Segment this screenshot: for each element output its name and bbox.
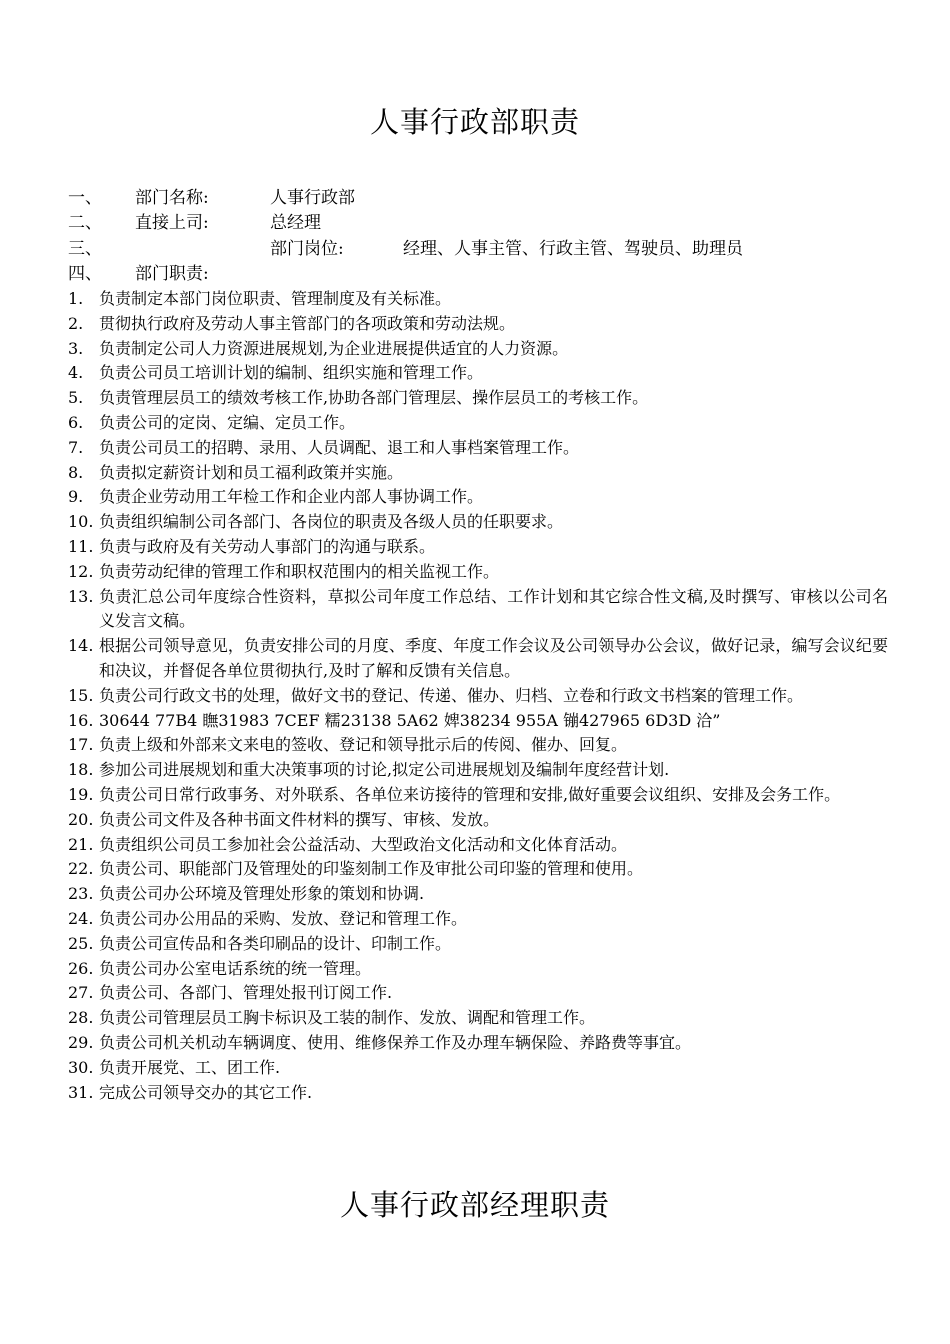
- header-row-number: 三、: [68, 239, 102, 259]
- duty-number: 26.: [68, 958, 94, 978]
- duty-item: [68, 684, 888, 709]
- header-row-value: 人事行政部: [270, 188, 355, 208]
- duty-item: [68, 535, 888, 560]
- duty-item: [68, 585, 888, 635]
- duty-number: 9.: [68, 487, 84, 507]
- duty-text: 负责公司员工培训计划的编制、组织实施和管理工作。: [99, 363, 484, 383]
- header-row-label: 部门名称:: [135, 188, 209, 208]
- duty-text: 完成公司领导交办的其它工作.: [99, 1082, 313, 1102]
- duty-text: 负责公司行政文书的处理，做好文书的登记、传递、催办、归档、立卷和行政文书档案的管理工作。: [99, 685, 804, 705]
- header-row-label: 部门岗位:: [270, 239, 344, 259]
- duty-number: 25.: [68, 933, 94, 953]
- duty-item: [68, 758, 888, 783]
- duty-number: 28.: [68, 1008, 94, 1028]
- duty-text: 负责公司日常行政事务、对外联系、各单位来访接待的管理和安排,做好重要会议组织、安排及会务工作。: [99, 784, 841, 804]
- duty-item: [68, 783, 888, 808]
- duty-number: 27.: [68, 983, 94, 1003]
- duty-text: 负责公司的定岗、定编、定员工作。: [99, 412, 356, 432]
- duty-text: 负责公司办公室电话系统的统一管理。: [99, 958, 372, 978]
- duty-item: [68, 957, 888, 982]
- duty-item: [68, 808, 888, 833]
- duties-list: [68, 287, 888, 1105]
- duty-item: [68, 560, 888, 585]
- duty-item: [68, 436, 888, 461]
- header-row-number: 二、: [68, 213, 102, 233]
- duty-item: [68, 709, 888, 734]
- duty-item: [68, 907, 888, 932]
- duty-text: 30644 77B4 瞴31983 7CEF 糯23138 5A62 婢38234 955A 镚427965 6D3D 洽”: [99, 710, 721, 730]
- duty-item: [68, 1031, 888, 1056]
- duty-number: 20.: [68, 809, 94, 829]
- duty-text: 负责组织公司员工参加社会公益活动、大型政治文化活动和文化体育活动。: [99, 834, 628, 854]
- duty-item: [68, 386, 888, 411]
- page-title: 人事行政部职责: [369, 105, 580, 139]
- header-row-value: 总经理: [270, 213, 321, 233]
- duty-text: 负责企业劳动用工年检工作和企业内部人事协调工作。: [99, 487, 484, 507]
- duty-number: 30.: [68, 1057, 94, 1077]
- duty-number: 4.: [68, 363, 84, 383]
- duty-number: 2.: [68, 313, 84, 333]
- duty-item: [68, 510, 888, 535]
- duty-number: 23.: [68, 884, 94, 904]
- duty-item: [68, 411, 888, 436]
- duty-number: 6.: [68, 412, 84, 432]
- duty-number: 3.: [68, 338, 84, 358]
- duty-text: 负责拟定薪资计划和员工福利政策并实施。: [99, 462, 404, 482]
- duty-text: 负责劳动纪律的管理工作和职权范围内的相关监视工作。: [99, 561, 500, 581]
- duty-item: [68, 461, 888, 486]
- header-row-number: 一、: [68, 188, 102, 208]
- section-title: 人事行政部经理职责: [339, 1188, 610, 1222]
- duty-text: 负责公司、职能部门及管理处的印鉴刻制工作及审批公司印鉴的管理和使用。: [99, 859, 644, 879]
- duty-item: [68, 361, 888, 386]
- duty-number: 14.: [68, 636, 94, 656]
- duty-text: 负责制定公司人力资源进展规划,为企业进展提供适宜的人力资源。: [99, 338, 569, 358]
- duty-text: 负责上级和外部来文来电的签收、登记和领导批示后的传阅、催办、回复。: [99, 735, 628, 755]
- duty-item: [68, 485, 888, 510]
- duty-number: 1.: [68, 289, 84, 308]
- duty-item: [68, 287, 888, 312]
- duty-item: [68, 634, 888, 684]
- duty-item: [68, 981, 888, 1006]
- duty-text: 负责公司机关机动车辆调度、使用、维修保养工作及办理车辆保险、养路费等事宜。: [99, 1032, 692, 1052]
- duty-item: [68, 882, 888, 907]
- duty-text: 根据公司领导意见，负责安排公司的月度、季度、年度工作会议及公司领导办公会议，做好记录，编写会议纪要和决议，并督促各单位贯彻执行,及时了解和反馈有关信息。: [99, 636, 888, 680]
- duty-text: 负责公司宣传品和各类印刷品的设计、印制工作。: [99, 933, 452, 953]
- duty-number: 7.: [68, 437, 84, 457]
- duty-number: 16.: [68, 710, 94, 730]
- duty-number: 17.: [68, 735, 94, 755]
- duty-item: [68, 1081, 888, 1106]
- duty-number: 12.: [68, 561, 94, 581]
- duty-item: [68, 1056, 888, 1081]
- header-row-value: 经理、人事主管、行政主管、驾驶员、助理员: [403, 239, 743, 259]
- duty-text: 负责管理层员工的绩效考核工作,协助各部门管理层、操作层员工的考核工作。: [99, 388, 649, 408]
- duty-number: 5.: [68, 388, 84, 408]
- duty-item: [68, 312, 888, 337]
- duty-item: [68, 1006, 888, 1031]
- header-row-number: 四、: [68, 264, 102, 284]
- duty-item: [68, 337, 888, 362]
- duty-item: [68, 733, 888, 758]
- duty-number: 19.: [68, 784, 94, 804]
- duty-text: 负责公司办公环境及管理处形象的策划和协调.: [99, 884, 425, 904]
- duty-text: 负责汇总公司年度综合性资料，草拟公司年度工作总结、工作计划和其它综合性文稿,及时撰写、审核以公司名义发言文稿。: [99, 586, 888, 631]
- duty-text: 贯彻执行政府及劳动人事主管部门的各项政策和劳动法规。: [99, 313, 516, 333]
- duty-text: 负责开展党、工、团工作.: [99, 1057, 281, 1077]
- duty-number: 11.: [68, 536, 94, 556]
- duty-number: 31.: [68, 1082, 94, 1102]
- duty-number: 24.: [68, 908, 94, 928]
- header-row-label: 直接上司:: [135, 213, 209, 233]
- duty-item: [68, 932, 888, 957]
- header-row-label: 部门职责:: [135, 264, 209, 284]
- duty-number: 8.: [68, 462, 84, 482]
- duty-number: 18.: [68, 760, 94, 780]
- duty-text: 负责公司办公用品的采购、发放、登记和管理工作。: [99, 908, 468, 928]
- duty-text: 负责与政府及有关劳动人事部门的沟通与联系。: [99, 536, 436, 556]
- duty-text: 负责制定本部门岗位职责、管理制度及有关标准。: [99, 289, 452, 308]
- duty-number: 22.: [68, 859, 94, 879]
- duty-item: [68, 833, 888, 858]
- duty-text: 负责公司员工的招聘、录用、人员调配、退工和人事档案管理工作。: [99, 437, 580, 457]
- duty-number: 10.: [68, 512, 94, 532]
- duty-number: 21.: [68, 834, 94, 854]
- duty-text: 负责公司文件及各种书面文件材料的撰写、审核、发放。: [99, 809, 500, 829]
- duty-number: 29.: [68, 1032, 94, 1052]
- duty-item: [68, 857, 888, 882]
- duty-text: 参加公司进展规划和重大决策事项的讨论,拟定公司进展规划及编制年度经营计划.: [99, 760, 670, 780]
- duty-text: 负责公司管理层员工胸卡标识及工装的制作、发放、调配和管理工作。: [99, 1008, 596, 1028]
- duty-text: 负责公司、各部门、管理处报刊订阅工作.: [99, 983, 393, 1003]
- duty-number: 13.: [68, 586, 94, 606]
- duty-number: 15.: [68, 685, 94, 705]
- duty-text: 负责组织编制公司各部门、各岗位的职责及各级人员的任职要求。: [99, 512, 564, 532]
